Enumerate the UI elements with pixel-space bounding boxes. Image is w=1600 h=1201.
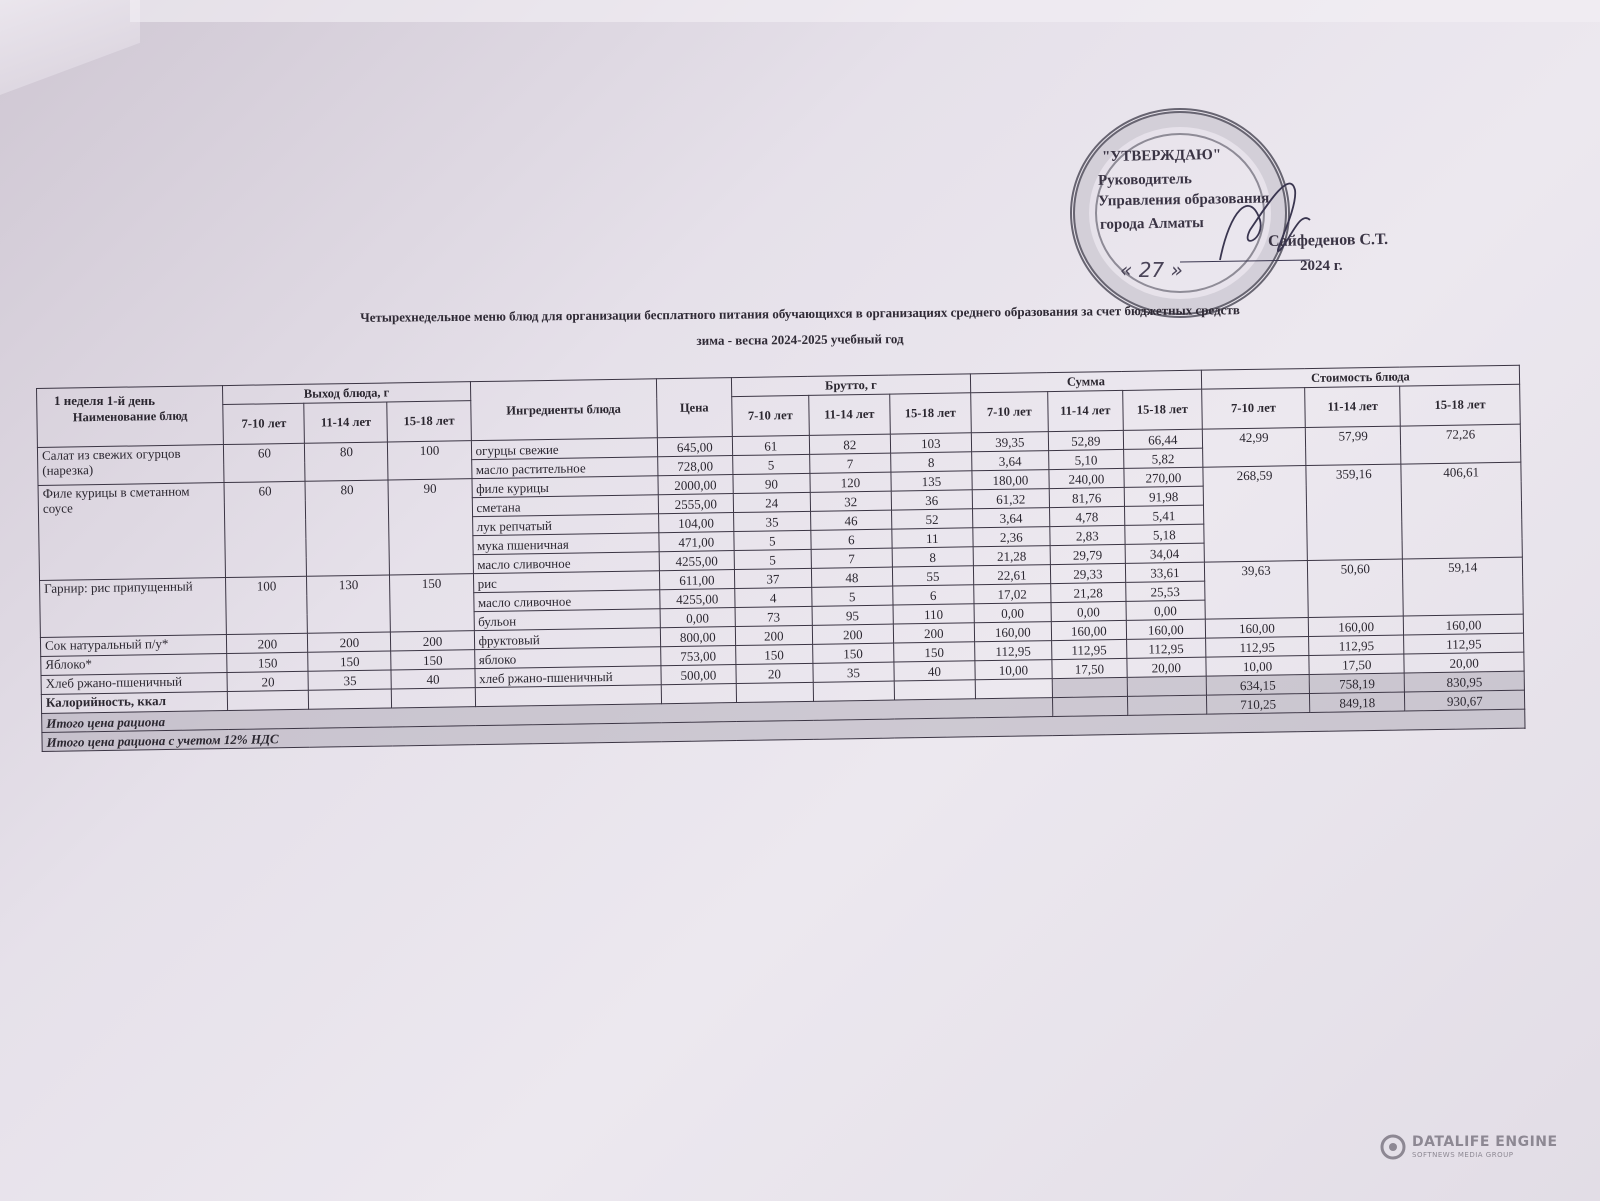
output-value: 150 xyxy=(390,574,474,632)
dish-name: Яблоко* xyxy=(41,654,228,676)
price-value: 753,00 xyxy=(661,646,736,666)
approval-position: Руководитель xyxy=(1097,171,1193,189)
ration-total: 830,95 xyxy=(1405,671,1525,692)
gross-value: 5 xyxy=(734,530,811,550)
sum-value: 270,00 xyxy=(1124,467,1203,487)
output-value: 200 xyxy=(308,632,391,652)
gross-value: 200 xyxy=(893,623,974,643)
sum-value: 5,10 xyxy=(1048,449,1123,469)
empty-cell xyxy=(1127,676,1206,696)
datalife-logo-icon xyxy=(1380,1134,1406,1160)
price-value: 4255,00 xyxy=(660,589,735,609)
gross-value: 11 xyxy=(892,528,973,548)
sum-value: 61,32 xyxy=(972,489,1049,509)
approval-date-day: « 27 » xyxy=(1120,258,1183,282)
sum-value: 22,61 xyxy=(973,565,1050,585)
gross-value: 8 xyxy=(892,547,973,567)
gross-value: 120 xyxy=(810,472,891,492)
header-sum: Сумма xyxy=(970,370,1201,393)
gross-value: 5 xyxy=(734,549,811,569)
header-age: 15-18 лет xyxy=(387,401,471,442)
cost-value: 39,63 xyxy=(1204,561,1308,620)
cost-value: 112,95 xyxy=(1205,637,1309,658)
output-value: 130 xyxy=(307,575,391,633)
sum-value: 5,41 xyxy=(1124,505,1203,525)
sum-value: 0,00 xyxy=(974,603,1051,623)
sum-value: 17,50 xyxy=(1052,658,1127,678)
sum-value: 112,95 xyxy=(974,641,1051,661)
vat-total: 930,67 xyxy=(1405,690,1525,711)
header-age: 11-14 лет xyxy=(809,394,891,435)
output-value: 100 xyxy=(388,441,472,480)
cost-value: 59,14 xyxy=(1403,557,1524,616)
price-value: 2000,00 xyxy=(658,475,733,495)
sum-value: 25,53 xyxy=(1126,581,1205,601)
sum-value: 91,98 xyxy=(1124,486,1203,506)
header-age: 11-14 лет xyxy=(304,402,388,443)
ingredient-name: хлеб ржано-пшеничный xyxy=(474,666,661,688)
gross-value: 6 xyxy=(811,529,892,549)
header-age: 11-14 лет xyxy=(1305,386,1401,427)
output-value: 20 xyxy=(227,671,308,691)
cost-value: 268,59 xyxy=(1203,466,1308,563)
menu-table xyxy=(36,365,1526,752)
gross-value: 46 xyxy=(810,510,891,530)
cost-value: 57,99 xyxy=(1305,426,1401,465)
price-value: 2555,00 xyxy=(658,494,733,514)
approver-name: Сайфеденов С.Т. xyxy=(1267,230,1389,251)
gross-value: 82 xyxy=(809,434,890,454)
sum-value: 3,64 xyxy=(972,451,1049,471)
cost-value: 72,26 xyxy=(1401,424,1521,464)
watermark-main: DATALIFE ENGINE xyxy=(1412,1134,1558,1150)
sum-value: 21,28 xyxy=(1051,582,1126,602)
price-value: 0,00 xyxy=(660,608,735,628)
gross-value: 5 xyxy=(812,586,893,606)
ration-total: 634,15 xyxy=(1206,675,1310,696)
empty-cell xyxy=(661,684,736,704)
empty-cell xyxy=(813,681,894,701)
gross-value: 8 xyxy=(890,452,971,472)
output-value: 200 xyxy=(391,631,474,651)
output-value: 150 xyxy=(227,652,308,672)
sum-value: 5,18 xyxy=(1125,524,1204,544)
ingredient-name: фруктовый xyxy=(474,628,661,650)
output-value: 40 xyxy=(391,669,474,689)
sum-value: 0,00 xyxy=(1126,600,1205,620)
header-price: Цена xyxy=(656,378,732,438)
ingredient-name: огурцы свежие xyxy=(471,438,658,460)
dish-name: Салат из свежих огурцов (нарезка) xyxy=(37,445,224,486)
sum-value: 180,00 xyxy=(972,470,1049,490)
sum-value: 5,82 xyxy=(1123,448,1202,468)
approval-heading: "УТВЕРЖДАЮ" xyxy=(1101,146,1222,166)
sum-value: 10,00 xyxy=(975,660,1052,680)
price-value: 500,00 xyxy=(661,665,736,685)
header-dish: Наименование блюд xyxy=(37,386,224,448)
cost-value: 160,00 xyxy=(1404,614,1524,635)
cost-value: 42,99 xyxy=(1202,428,1306,468)
price-value: 471,00 xyxy=(659,532,734,552)
cost-value: 160,00 xyxy=(1205,618,1309,639)
cost-value: 160,00 xyxy=(1308,616,1403,636)
sum-value: 29,79 xyxy=(1050,544,1125,564)
vat-total: 849,18 xyxy=(1310,692,1405,712)
output-value: 100 xyxy=(226,576,308,634)
top-paper-edge xyxy=(130,0,1600,22)
empty-cell xyxy=(309,689,392,709)
sum-value: 160,00 xyxy=(974,622,1051,642)
cost-value: 359,16 xyxy=(1306,464,1403,560)
dish-name: Хлеб ржано-пшеничный xyxy=(41,673,228,695)
gross-value: 7 xyxy=(809,453,890,473)
output-value: 80 xyxy=(305,442,389,481)
watermark-sub: SOFTNEWS MEDIA GROUP xyxy=(1412,1151,1514,1159)
header-gross: Брутто, г xyxy=(731,374,970,397)
sum-value: 33,61 xyxy=(1125,562,1204,582)
sum-value: 240,00 xyxy=(1049,468,1124,488)
gross-value: 110 xyxy=(893,604,974,624)
output-value: 90 xyxy=(388,479,473,575)
approval-city: города Алматы xyxy=(1099,215,1204,233)
sum-value: 3,64 xyxy=(972,508,1049,528)
price-value: 645,00 xyxy=(657,437,732,457)
ingredient-name: рис xyxy=(473,571,660,593)
output-value: 60 xyxy=(224,481,307,577)
ingredient-name: мука пшеничная xyxy=(472,533,659,555)
price-value: 104,00 xyxy=(658,513,733,533)
cost-value: 20,00 xyxy=(1404,652,1524,673)
sum-value: 39,35 xyxy=(971,432,1048,452)
document-subtitle: зима - весна 2024-2025 учебный год xyxy=(696,331,904,348)
empty-cell xyxy=(975,679,1052,699)
price-value: 800,00 xyxy=(660,627,735,647)
gross-value: 95 xyxy=(812,605,893,625)
header-age: 7-10 лет xyxy=(732,395,810,436)
sum-value: 112,95 xyxy=(1126,638,1205,658)
day-label: 1 неделя 1-й день xyxy=(54,393,156,408)
sum-value: 160,00 xyxy=(1126,619,1205,639)
output-value: 80 xyxy=(305,480,390,576)
header-age: 15-18 лет xyxy=(1122,389,1202,430)
empty-cell xyxy=(228,690,309,710)
sum-value: 81,76 xyxy=(1049,487,1124,507)
empty-cell xyxy=(392,688,475,708)
gross-value: 150 xyxy=(812,643,893,663)
cost-value: 406,61 xyxy=(1401,462,1522,559)
sum-value: 4,78 xyxy=(1049,506,1124,526)
sum-value: 2,83 xyxy=(1050,525,1125,545)
empty-cell xyxy=(736,682,813,702)
price-value: 728,00 xyxy=(658,456,733,476)
header-age: 7-10 лет xyxy=(1202,388,1306,430)
output-value: 60 xyxy=(224,443,306,482)
document-title: Четырехнедельное меню блюд для организации бесплатного питания обучающихся в организациях среднего образования за счет бюджетных средств xyxy=(360,302,1240,325)
ration-total: 758,19 xyxy=(1309,673,1404,693)
gross-value: 35 xyxy=(813,662,894,682)
gross-value: 135 xyxy=(891,471,972,491)
ingredient-name: яблоко xyxy=(474,647,661,669)
header-ingredients: Ингредиенты блюда xyxy=(470,379,657,441)
sum-value: 0,00 xyxy=(1051,601,1126,621)
vat-label: Итого цена рациона с учетом 12% НДС xyxy=(42,709,1525,751)
cost-value: 50,60 xyxy=(1308,559,1404,617)
output-value: 150 xyxy=(308,651,391,671)
output-value: 35 xyxy=(308,670,391,690)
gross-value: 20 xyxy=(736,663,813,683)
header-age: 7-10 лет xyxy=(223,403,305,444)
output-value: 200 xyxy=(227,633,308,653)
empty-cell xyxy=(1127,695,1206,715)
vat-total: 710,25 xyxy=(1206,694,1310,715)
sum-value: 52,89 xyxy=(1048,430,1123,450)
gross-value: 24 xyxy=(733,492,810,512)
dish-name: Филе курицы в сметанном соусе xyxy=(38,483,226,581)
gross-value: 200 xyxy=(735,625,812,645)
gross-value: 32 xyxy=(810,491,891,511)
cost-value: 10,00 xyxy=(1206,656,1310,677)
sum-value: 21,28 xyxy=(973,546,1050,566)
gross-value: 150 xyxy=(893,642,974,662)
gross-value: 150 xyxy=(735,644,812,664)
gross-value: 61 xyxy=(732,435,809,455)
sum-value: 66,44 xyxy=(1123,429,1202,449)
gross-value: 35 xyxy=(733,511,810,531)
price-value: 611,00 xyxy=(659,570,734,590)
ingredient-name: бульон xyxy=(474,609,661,631)
ingredient-name: филе курицы xyxy=(471,476,658,498)
empty-cell xyxy=(894,680,975,700)
gross-value: 6 xyxy=(893,585,974,605)
sum-value: 160,00 xyxy=(1051,620,1126,640)
header-output: Выход блюда, г xyxy=(223,382,470,405)
cost-value: 112,95 xyxy=(1309,635,1404,655)
gross-value: 55 xyxy=(892,566,973,586)
gross-value: 103 xyxy=(890,433,971,453)
gross-value: 52 xyxy=(891,509,972,529)
ingredient-name: сметана xyxy=(472,495,659,517)
gross-value: 40 xyxy=(894,661,975,681)
header-cost: Стоимость блюда xyxy=(1201,365,1519,389)
approval-year: 2024 г. xyxy=(1300,258,1343,274)
gross-value: 7 xyxy=(811,548,892,568)
approval-department: Управления образования xyxy=(1097,190,1270,210)
header-age: 15-18 лет xyxy=(890,393,972,434)
cost-value: 112,95 xyxy=(1404,633,1524,654)
menu-table-wrapper xyxy=(36,365,1526,752)
approval-block xyxy=(1060,100,1480,300)
gross-value: 36 xyxy=(891,490,972,510)
header-age: 7-10 лет xyxy=(971,392,1049,433)
empty-cell xyxy=(1052,677,1127,697)
gross-value: 73 xyxy=(735,606,812,626)
ingredient-name: масло сливочное xyxy=(473,552,660,574)
dish-name: Сок натуральный п/у* xyxy=(40,635,227,657)
header-age: 11-14 лет xyxy=(1048,390,1124,431)
dish-name: Гарнир: рис припущенный xyxy=(40,578,227,638)
gross-value: 37 xyxy=(734,568,811,588)
output-value: 150 xyxy=(391,650,474,670)
sum-value: 112,95 xyxy=(1051,639,1126,659)
sum-value: 29,33 xyxy=(1050,563,1125,583)
price-value: 4255,00 xyxy=(659,551,734,571)
gross-value: 5 xyxy=(732,454,809,474)
gross-value: 200 xyxy=(812,624,893,644)
sum-value: 17,02 xyxy=(974,584,1051,604)
ration-label: Итого цена рациона xyxy=(42,698,1053,733)
sum-value: 2,36 xyxy=(973,527,1050,547)
header-age: 15-18 лет xyxy=(1400,384,1520,426)
ingredient-name: лук репчатый xyxy=(472,514,659,536)
gross-value: 48 xyxy=(811,567,892,587)
signature-icon xyxy=(1160,150,1320,280)
empty-cell xyxy=(1052,696,1127,716)
cost-value: 17,50 xyxy=(1309,654,1404,674)
gross-value: 4 xyxy=(735,587,812,607)
ingredient-name: масло сливочное xyxy=(473,590,660,612)
ingredient-name: масло растительное xyxy=(471,457,658,479)
sum-value: 34,04 xyxy=(1125,543,1204,563)
calories-label: Калорийность, ккал xyxy=(41,692,228,714)
sum-value: 20,00 xyxy=(1127,657,1206,677)
gross-value: 90 xyxy=(733,473,810,493)
